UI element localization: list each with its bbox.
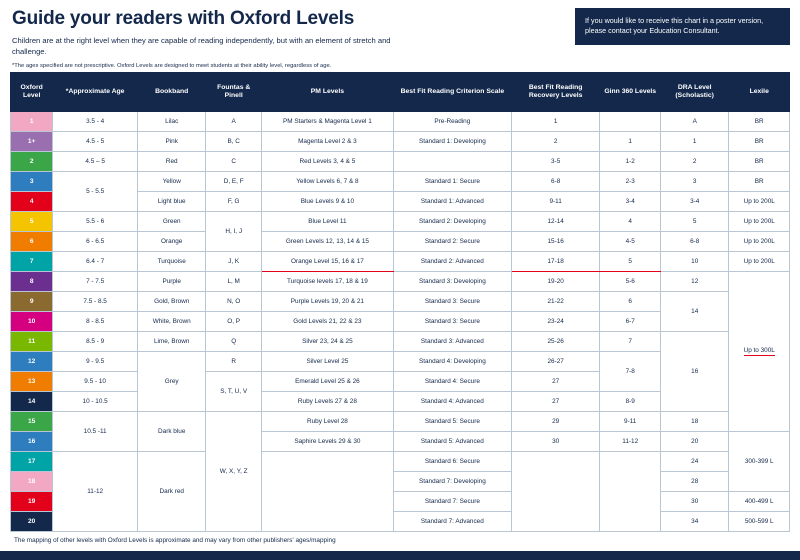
approximate-age-cell: 6.4 - 7 — [53, 252, 138, 272]
col-oxford-level: Oxford Level — [11, 73, 53, 112]
table-row — [11, 212, 790, 232]
page-header — [10, 6, 790, 68]
bookband-cell: Purple — [137, 272, 206, 292]
dra-level-cell: A — [660, 112, 729, 132]
header-text-block — [10, 6, 405, 69]
table-row — [11, 332, 790, 352]
criterion-scale-cell: Pre-Reading — [393, 112, 511, 132]
criterion-scale-cell: Standard 3: Secure — [393, 312, 511, 332]
page-title: Guide your readers with Oxford Levels — [12, 8, 355, 29]
pm-levels-cell: Purple Levels 19, 20 & 21 — [261, 292, 393, 312]
table-row — [11, 112, 790, 132]
bookband-cell: Dark red — [137, 452, 206, 532]
criterion-scale-cell: Standard 7: Advanced — [393, 512, 511, 532]
oxford-level-cell: 14 — [11, 392, 53, 412]
pm-levels-cell: Orange Level 15, 16 & 17 — [261, 252, 393, 272]
criterion-scale-cell: Standard 3: Developing — [393, 272, 511, 292]
pm-levels-cell: Blue Level 11 — [261, 212, 393, 232]
ginn-level-cell: 2-3 — [600, 172, 660, 192]
criterion-scale-cell: Standard 4: Advanced — [393, 392, 511, 412]
bottom-bar — [0, 551, 800, 560]
recovery-level-cell: 9-11 — [511, 192, 600, 212]
oxford-level-cell: 7 — [11, 252, 53, 272]
col-fountas-pinell: Fountas & Pinell — [206, 73, 261, 112]
criterion-scale-cell: Standard 5: Advanced — [393, 432, 511, 452]
table-header-row — [11, 73, 790, 112]
oxford-level-cell: 4 — [11, 192, 53, 212]
contact-callout: If you would like to receive this chart in a poster version, please contact your Education Consultant. — [575, 8, 790, 45]
dra-level-cell: 18 — [660, 412, 729, 432]
dra-level-cell: 30 — [660, 492, 729, 512]
ginn-level-cell: 1-2 — [600, 152, 660, 172]
oxford-level-cell: 16 — [11, 432, 53, 452]
bookband-cell: Yellow — [137, 172, 206, 192]
bookband-cell: Light blue — [137, 192, 206, 212]
approximate-age-cell: 9 - 9.5 — [53, 352, 138, 372]
col-bookband: Bookband — [137, 73, 206, 112]
col-approximate-age: *Approximate Age — [53, 73, 138, 112]
table-row — [11, 292, 790, 312]
approximate-age-cell: 5.5 - 6 — [53, 212, 138, 232]
table-row — [11, 132, 790, 152]
dra-level-cell: 10 — [660, 252, 729, 272]
fountas-pinell-cell: N, O — [206, 292, 261, 312]
table-row — [11, 412, 790, 432]
lexile-cell: Up to 200L — [729, 212, 790, 232]
pm-levels-cell: Emerald Level 25 & 26 — [261, 372, 393, 392]
ginn-level-cell — [600, 112, 660, 132]
dra-level-cell: 14 — [660, 292, 729, 332]
fountas-pinell-cell: O, P — [206, 312, 261, 332]
criterion-scale-cell: Standard 1: Developing — [393, 132, 511, 152]
ginn-level-cell: 7 — [600, 332, 660, 352]
criterion-scale-cell: Standard 6: Secure — [393, 452, 511, 472]
recovery-level-cell: 21-22 — [511, 292, 600, 312]
bookband-cell: Pink — [137, 132, 206, 152]
table-row — [11, 232, 790, 252]
ginn-level-cell: 8-9 — [600, 392, 660, 412]
recovery-level-cell: 12-14 — [511, 212, 600, 232]
bookband-cell: White, Brown — [137, 312, 206, 332]
ginn-level-cell: 4-5 — [600, 232, 660, 252]
recovery-level-cell: 30 — [511, 432, 600, 452]
pm-levels-cell: Silver 23, 24 & 25 — [261, 332, 393, 352]
recovery-level-cell: 17-18 — [511, 252, 600, 272]
col-dra-level: DRA Level (Scholastic) — [660, 73, 729, 112]
approximate-age-cell: 5 - 5.5 — [53, 172, 138, 212]
pm-levels-cell: Ruby Level 28 — [261, 412, 393, 432]
table-row — [11, 172, 790, 192]
criterion-scale-cell: Standard 4: Secure — [393, 372, 511, 392]
ginn-level-cell: 4 — [600, 212, 660, 232]
table-row — [11, 452, 790, 472]
col-best-fit-criterion: Best Fit Reading Criterion Scale — [393, 73, 511, 112]
age-footnote: *The ages specified are not prescriptive. Oxford Levels are designed to meet students at their ability level, regardless of age. — [12, 63, 332, 69]
pm-levels-cell: Yellow Levels 6, 7 & 8 — [261, 172, 393, 192]
dra-level-cell: 28 — [660, 472, 729, 492]
oxford-level-cell: 13 — [11, 372, 53, 392]
recovery-level-cell: 2 — [511, 132, 600, 152]
dra-level-cell: 6-8 — [660, 232, 729, 252]
dra-level-cell: 2 — [660, 152, 729, 172]
bookband-cell: Lime, Brown — [137, 332, 206, 352]
recovery-level-cell: 25-26 — [511, 332, 600, 352]
fountas-pinell-cell: J, K — [206, 252, 261, 272]
table-row — [11, 252, 790, 272]
dra-level-cell: 16 — [660, 332, 729, 412]
bookband-cell: Green — [137, 212, 206, 232]
oxford-level-cell: 6 — [11, 232, 53, 252]
oxford-level-cell: 8 — [11, 272, 53, 292]
fountas-pinell-cell: B, C — [206, 132, 261, 152]
ginn-level-cell: 5-6 — [600, 272, 660, 292]
bookband-cell: Dark blue — [137, 412, 206, 452]
approximate-age-cell: 9.5 - 10 — [53, 372, 138, 392]
oxford-level-cell: 18 — [11, 472, 53, 492]
oxford-levels-table — [10, 72, 790, 532]
lexile-cell: BR — [729, 172, 790, 192]
oxford-level-cell: 5 — [11, 212, 53, 232]
page-subtitle: Children are at the right level when they are capable of reading independently, but with an element of stretch and challenge. — [12, 36, 391, 56]
recovery-level-cell: 19-20 — [511, 272, 600, 292]
oxford-level-cell: 3 — [11, 172, 53, 192]
dra-level-cell: 34 — [660, 512, 729, 532]
footer-note: The mapping of other levels with Oxford Levels is approximate and may vary from other publishers' ages/mapping — [14, 537, 336, 544]
fountas-pinell-cell: R — [206, 352, 261, 372]
fountas-pinell-cell: F, G — [206, 192, 261, 212]
ginn-level-cell: 1 — [600, 132, 660, 152]
ginn-level-cell: 9-11 — [600, 412, 660, 432]
col-ginn-360: Ginn 360 Levels — [600, 73, 660, 112]
fountas-pinell-cell: L, M — [206, 272, 261, 292]
lexile-cell: BR — [729, 132, 790, 152]
fountas-pinell-cell: A — [206, 112, 261, 132]
ginn-level-cell — [600, 452, 660, 532]
oxford-level-cell: 9 — [11, 292, 53, 312]
approximate-age-cell: 10.5 -11 — [53, 412, 138, 452]
oxford-level-cell: 1 — [11, 112, 53, 132]
criterion-scale-cell: Standard 7: Developing — [393, 472, 511, 492]
criterion-scale-cell — [393, 152, 511, 172]
lexile-cell: 500-599 L — [729, 512, 790, 532]
pm-levels-cell: Red Levels 3, 4 & 5 — [261, 152, 393, 172]
recovery-level-cell: 23-24 — [511, 312, 600, 332]
bookband-cell: Turquoise — [137, 252, 206, 272]
bookband-cell: Lilac — [137, 112, 206, 132]
criterion-scale-cell: Standard 2: Advanced — [393, 252, 511, 272]
dra-level-cell: 12 — [660, 272, 729, 292]
lexile-cell: Up to 200L — [729, 192, 790, 212]
pm-levels-cell: PM Starters & Magenta Level 1 — [261, 112, 393, 132]
pm-levels-cell: Silver Level 25 — [261, 352, 393, 372]
col-lexile: Lexile — [729, 73, 790, 112]
lexile-cell: Up to 200L — [729, 252, 790, 272]
criterion-scale-cell: Standard 2: Developing — [393, 212, 511, 232]
ginn-level-cell: 6-7 — [600, 312, 660, 332]
oxford-level-cell: 20 — [11, 512, 53, 532]
fountas-pinell-cell: Q — [206, 332, 261, 352]
bookband-cell: Grey — [137, 352, 206, 412]
pm-levels-cell: Ruby Levels 27 & 28 — [261, 392, 393, 412]
lexile-cell: 300-399 L — [729, 432, 790, 492]
approximate-age-cell: 7 - 7.5 — [53, 272, 138, 292]
dra-level-cell: 24 — [660, 452, 729, 472]
pm-levels-cell: Magenta Level 2 & 3 — [261, 132, 393, 152]
criterion-scale-cell: Standard 1: Secure — [393, 172, 511, 192]
criterion-scale-cell: Standard 1: Advanced — [393, 192, 511, 212]
oxford-level-cell: 2 — [11, 152, 53, 172]
oxford-level-cell: 10 — [11, 312, 53, 332]
approximate-age-cell: 10 - 10.5 — [53, 392, 138, 412]
dra-level-cell: 20 — [660, 432, 729, 452]
recovery-level-cell — [511, 452, 600, 532]
fountas-pinell-cell: S, T, U, V — [206, 372, 261, 412]
fountas-pinell-cell: W, X, Y, Z — [206, 412, 261, 532]
recovery-level-cell: 15-16 — [511, 232, 600, 252]
pm-levels-cell: Gold Levels 21, 22 & 23 — [261, 312, 393, 332]
ginn-level-cell: 5 — [600, 252, 660, 272]
approximate-age-cell: 7.5 - 8.5 — [53, 292, 138, 312]
recovery-level-cell: 27 — [511, 372, 600, 392]
oxford-level-cell: 12 — [11, 352, 53, 372]
approximate-age-cell: 4.5 – 5 — [53, 152, 138, 172]
approximate-age-cell: 4.5 - 5 — [53, 132, 138, 152]
dra-level-cell: 5 — [660, 212, 729, 232]
ginn-level-cell: 11-12 — [600, 432, 660, 452]
bookband-cell: Gold, Brown — [137, 292, 206, 312]
pm-levels-cell: Green Levels 12, 13, 14 & 15 — [261, 232, 393, 252]
dra-level-cell: 3-4 — [660, 192, 729, 212]
oxford-level-cell: 1+ — [11, 132, 53, 152]
approximate-age-cell: 3.5 - 4 — [53, 112, 138, 132]
criterion-scale-cell: Standard 2: Secure — [393, 232, 511, 252]
col-best-fit-recovery: Best Fit Reading Recovery Levels — [511, 73, 600, 112]
lexile-cell: 400-499 L — [729, 492, 790, 512]
bookband-cell: Orange — [137, 232, 206, 252]
approximate-age-cell: 11-12 — [53, 452, 138, 532]
approximate-age-cell: 8.5 - 9 — [53, 332, 138, 352]
dra-level-cell: 3 — [660, 172, 729, 192]
bookband-cell: Red — [137, 152, 206, 172]
dra-level-cell: 1 — [660, 132, 729, 152]
fountas-pinell-cell: C — [206, 152, 261, 172]
ginn-level-cell: 7-8 — [600, 352, 660, 392]
recovery-level-cell: 1 — [511, 112, 600, 132]
criterion-scale-cell: Standard 7: Secure — [393, 492, 511, 512]
oxford-level-cell: 15 — [11, 412, 53, 432]
oxford-level-cell: 11 — [11, 332, 53, 352]
lexile-cell: Up to 200L — [729, 232, 790, 252]
fountas-pinell-cell: H, I, J — [206, 212, 261, 252]
table-row — [11, 152, 790, 172]
recovery-level-cell: 6-8 — [511, 172, 600, 192]
pm-levels-cell: Turquoise levels 17, 18 & 19 — [261, 272, 393, 292]
approximate-age-cell: 6 - 6.5 — [53, 232, 138, 252]
pm-levels-cell — [261, 452, 393, 532]
criterion-scale-cell: Standard 3: Secure — [393, 292, 511, 312]
approximate-age-cell: 8 - 8.5 — [53, 312, 138, 332]
pm-levels-cell: Saphire Levels 29 & 30 — [261, 432, 393, 452]
pm-levels-cell: Blue Levels 9 & 10 — [261, 192, 393, 212]
recovery-level-cell: 27 — [511, 392, 600, 412]
ginn-level-cell: 6 — [600, 292, 660, 312]
lexile-cell: BR — [729, 152, 790, 172]
recovery-level-cell: 29 — [511, 412, 600, 432]
oxford-level-cell: 17 — [11, 452, 53, 472]
table-row — [11, 272, 790, 292]
recovery-level-cell: 26-27 — [511, 352, 600, 372]
table-body — [11, 112, 790, 532]
fountas-pinell-cell: D, E, F — [206, 172, 261, 192]
lexile-cell: Up to 300L — [729, 272, 790, 432]
oxford-level-cell: 19 — [11, 492, 53, 512]
criterion-scale-cell: Standard 5: Secure — [393, 412, 511, 432]
col-pm-levels: PM Levels — [261, 73, 393, 112]
criterion-scale-cell: Standard 4: Developing — [393, 352, 511, 372]
lexile-cell: BR — [729, 112, 790, 132]
recovery-level-cell: 3-5 — [511, 152, 600, 172]
ginn-level-cell: 3-4 — [600, 192, 660, 212]
criterion-scale-cell: Standard 3: Advanced — [393, 332, 511, 352]
